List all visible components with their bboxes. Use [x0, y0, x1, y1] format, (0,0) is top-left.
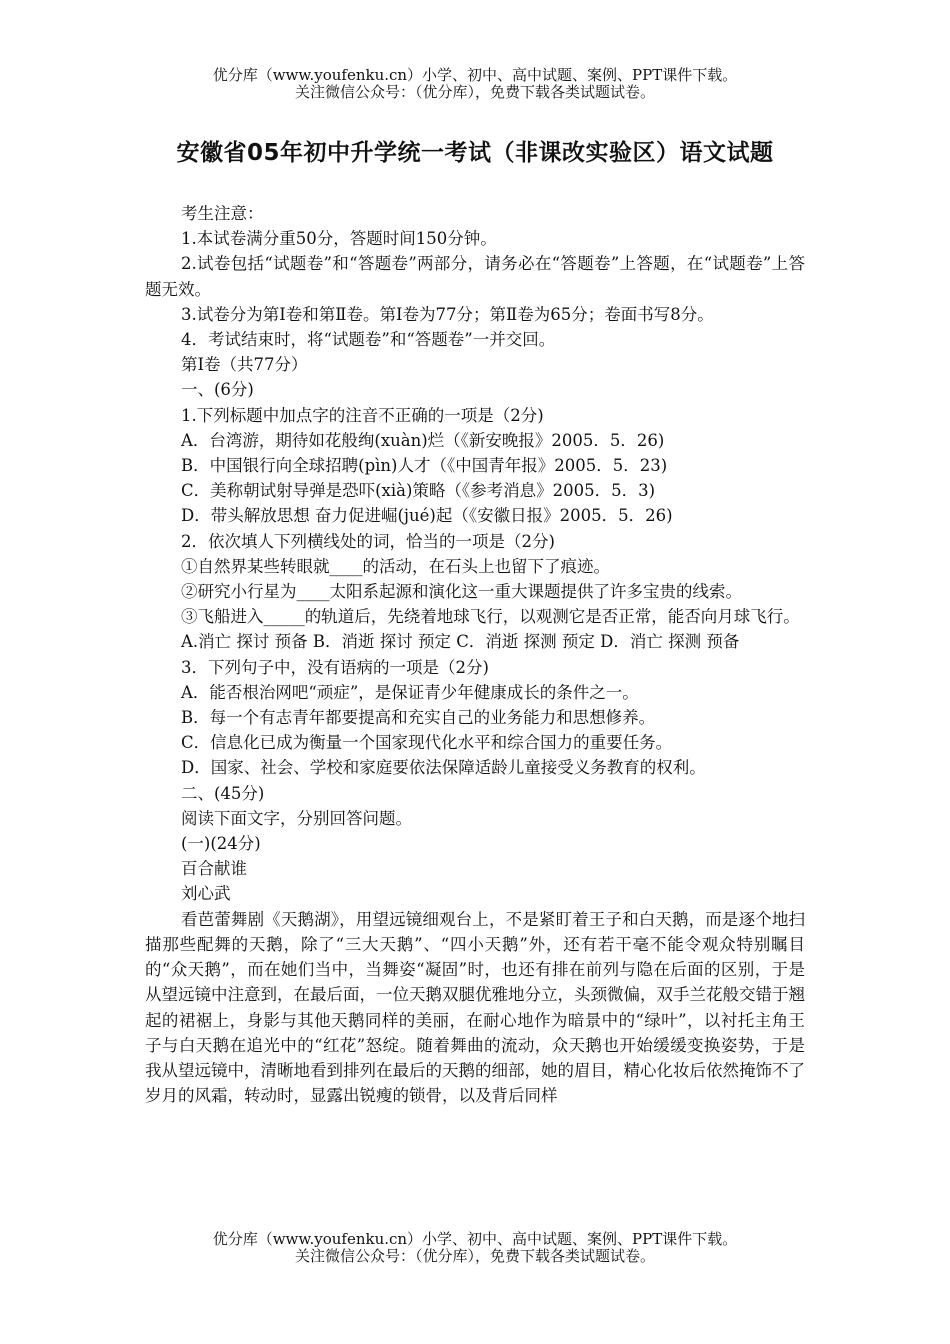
paragraph: A.消亡 探讨 预备 B．消逝 探讨 预定 C．消逝 探测 预定 D．消亡 探测 预备: [181, 632, 740, 652]
paragraph: 百合献谁: [181, 859, 247, 879]
paragraph: 阅读下面文字，分别回答问题。: [181, 808, 412, 828]
header-line-1: 优分库（www.youfenku.cn）小学、初中、高中试题、案例、PPT课件下载。: [212, 66, 738, 84]
paragraph: 1.本试卷满分重50分，答题时间150分钟。: [181, 229, 497, 249]
paragraph: 二、(45分): [181, 783, 265, 803]
paragraph: 看芭蕾舞剧《天鹅湖》，用望远镜细观台上，不是紧盯着王子和白天鹅，而是逐个地扫描那些配舞的天鹅，除了“三大天鹅”、“四小天鹅”外，还有若干毫不能令观众特别瞩目的“众天鹅”，而在她们当中，当舞姿“凝固”时，也还有排在前列与隐在后面的区别，于是从望远镜中注意到，在最后面，一位天鹅双腿优雅地分立，头颈微偏，双手兰花般交错于翘起的裙裾上，身影与其他天鹅同样的美丽，在耐心地作为暗景中的“绿叶”，以衬托主角王子与白天鹅在追光中的“红花”怒绽。随着舞曲的流动，众天鹅也开始缓缓变换姿势，于是我从望远镜中，清晰地看到排列在最后的天鹅的细部，她的眉目，精心化妆后依然掩饰不了岁月的风霜，转动时，显露出锐瘦的锁骨，以及背后同样: [145, 909, 805, 1106]
paragraph: D．带头解放思想 奋力促进崛(jué)起（《安徽日报》2005．5．26): [181, 506, 673, 526]
paragraph: 2．依次填人下列横线处的词，恰当的一项是（2分): [181, 531, 555, 551]
paragraph: 3.试卷分为第Ⅰ卷和第Ⅱ卷。第Ⅰ卷为77分；第Ⅱ卷为65分；卷面书写8分。: [181, 304, 714, 324]
paragraph: 3．下列句子中，没有语病的一项是（2分): [181, 657, 489, 677]
paragraph: (一)(24分): [181, 834, 261, 854]
paragraph: 考生注意：: [181, 204, 264, 223]
page-footer: [0, 1231, 950, 1265]
document-title: 安徽省05年初中升学统一考试（非课改实验区）语文试题: [176, 140, 774, 166]
paragraph: A．能否根治网吧“顽症”，是保证青少年健康成长的条件之一。: [181, 682, 639, 702]
paragraph: D．国家、社会、学校和家庭要依法保障适龄儿童接受义务教育的权利。: [181, 758, 706, 778]
paragraph: 1.下列标题中加点字的注音不正确的一项是（2分): [181, 405, 544, 425]
paragraph: 刘心武: [181, 884, 231, 904]
footer-line-2: 关注微信公众号：（优分库），免费下载各类试题试卷。: [294, 1247, 655, 1265]
paragraph: ③飞船进入_____的轨道后，先绕着地球飞行，以观测它是否正常，能否向月球飞行。: [181, 607, 800, 627]
footer-line-1: 优分库（www.youfenku.cn）小学、初中、高中试题、案例、PPT课件下载。: [212, 1230, 738, 1248]
paragraph: 4．考试结束时，将“试题卷”和“答题卷”一并交回。: [181, 330, 556, 350]
paragraph: ②研究小行星为____太阳系起源和演化这一重大课题提供了许多宝贵的线索。: [181, 582, 742, 602]
paragraph: C．信息化已成为衡量一个国家现代化水平和综合国力的重要任务。: [181, 733, 673, 753]
paragraph: ①自然界某些转眼就____的活动，在石头上也留下了痕迹。: [181, 556, 610, 576]
paragraph: 一、(6分): [181, 380, 254, 400]
paragraph: B．中国银行向全球招聘(pìn)人才（《中国青年报》2005．5．23): [181, 456, 668, 476]
paragraph: 2.试卷包括“试题卷”和“答题卷”两部分，请务必在“答题卷”上答题，在“试题卷”上答题无效。: [145, 254, 805, 299]
paragraph: A．台湾游，期待如花般绚(xuàn)烂（《新安晚报》2005．5．26): [181, 430, 665, 450]
paragraph: C．美称朝试射导弹是恐吓(xià)策略（《参考消息》2005．5．3): [181, 481, 656, 501]
document-body: [145, 201, 805, 1108]
paragraph: B．每一个有志青年都要提高和充实自己的业务能力和思想修养。: [181, 708, 656, 728]
page-header: [0, 67, 950, 101]
header-line-2: 关注微信公众号：（优分库），免费下载各类试题试卷。: [294, 83, 655, 101]
paragraph: 第Ⅰ卷（共77分）: [181, 355, 308, 375]
